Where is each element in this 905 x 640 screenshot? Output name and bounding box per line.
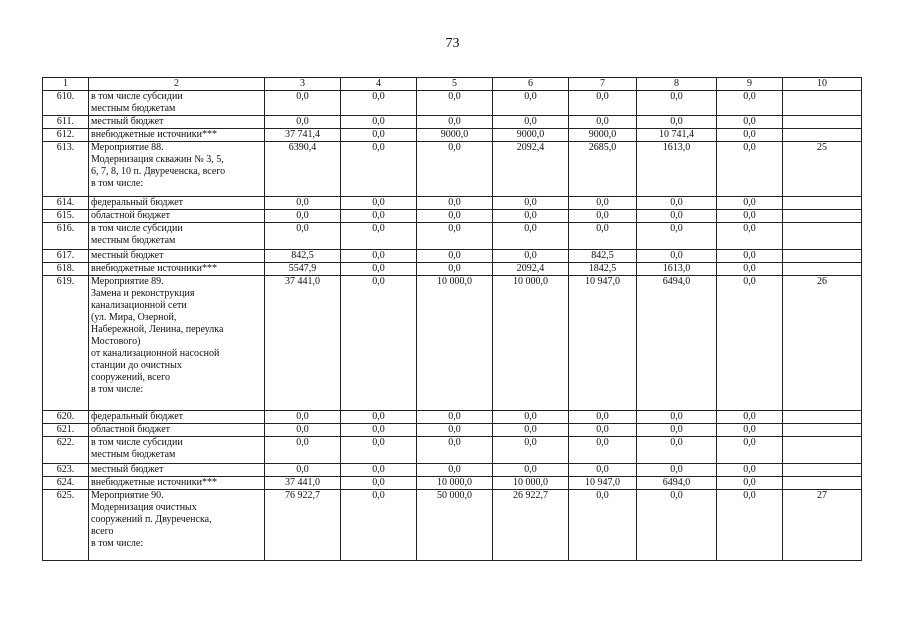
value-cell: 2685,0 [569, 142, 637, 197]
description-cell: Мероприятие 90. Модернизация очистных сооружений п. Двуреченска, всего в том числе: [89, 490, 265, 561]
value-cell: 0,0 [493, 411, 569, 424]
value-cell: 10 000,0 [417, 477, 493, 490]
value-cell [783, 129, 862, 142]
value-cell: 0,0 [417, 116, 493, 129]
value-cell: 0,0 [341, 142, 417, 197]
value-cell: 0,0 [417, 250, 493, 263]
table-row [43, 210, 862, 223]
value-cell: 10 947,0 [569, 276, 637, 411]
value-cell: 37 441,0 [265, 276, 341, 411]
value-cell: 37 741,4 [265, 129, 341, 142]
value-cell: 50 000,0 [417, 490, 493, 561]
value-cell: 0,0 [493, 424, 569, 437]
value-cell: 26 922,7 [493, 490, 569, 561]
value-cell: 10 000,0 [417, 276, 493, 411]
row-number-cell: 621. [43, 424, 89, 437]
value-cell: 0,0 [265, 197, 341, 210]
value-cell: 0,0 [569, 437, 637, 464]
value-cell: 0,0 [569, 464, 637, 477]
header-cell: 1 [43, 78, 89, 91]
header-cell: 3 [265, 78, 341, 91]
page-number: 73 [445, 36, 460, 51]
value-cell: 0,0 [341, 197, 417, 210]
table-row [43, 424, 862, 437]
value-cell: 0,0 [717, 210, 783, 223]
value-cell: 0,0 [717, 129, 783, 142]
value-cell: 10 000,0 [493, 477, 569, 490]
value-cell: 0,0 [569, 424, 637, 437]
value-cell: 842,5 [265, 250, 341, 263]
header-cell: 7 [569, 78, 637, 91]
value-cell: 0,0 [341, 263, 417, 276]
value-cell: 0,0 [637, 490, 717, 561]
value-cell [783, 411, 862, 424]
value-cell: 0,0 [265, 91, 341, 116]
row-number-cell: 622. [43, 437, 89, 464]
value-cell: 0,0 [569, 411, 637, 424]
header-cell: 9 [717, 78, 783, 91]
value-cell: 0,0 [717, 116, 783, 129]
value-cell: 6494,0 [637, 276, 717, 411]
value-cell: 0,0 [637, 91, 717, 116]
value-cell: 0,0 [717, 411, 783, 424]
row-number-cell: 614. [43, 197, 89, 210]
value-cell: 9000,0 [493, 129, 569, 142]
header-cell: 4 [341, 78, 417, 91]
value-cell: 9000,0 [569, 129, 637, 142]
value-cell: 0,0 [417, 437, 493, 464]
row-number-cell: 612. [43, 129, 89, 142]
value-cell: 5547,9 [265, 263, 341, 276]
table-row [43, 490, 862, 561]
header-cell: 6 [493, 78, 569, 91]
description-cell: внебюджетные источники*** [89, 263, 265, 276]
description-cell: Мероприятие 88. Модернизация скважин № 3, 5, 6, 7, 8, 10 п. Двуреченска, всего в том числе: [89, 142, 265, 197]
value-cell: 0,0 [341, 437, 417, 464]
description-cell: внебюджетные источники*** [89, 129, 265, 142]
value-cell: 0,0 [493, 437, 569, 464]
value-cell: 0,0 [493, 116, 569, 129]
value-cell: 0,0 [493, 91, 569, 116]
value-cell: 0,0 [637, 223, 717, 250]
table-row [43, 477, 862, 490]
value-cell: 0,0 [341, 477, 417, 490]
value-cell: 10 741,4 [637, 129, 717, 142]
header-cell: 8 [637, 78, 717, 91]
value-cell: 0,0 [417, 91, 493, 116]
value-cell: 0,0 [265, 116, 341, 129]
row-number-cell: 624. [43, 477, 89, 490]
row-number-cell: 619. [43, 276, 89, 411]
value-cell: 0,0 [341, 250, 417, 263]
table-row [43, 142, 862, 197]
value-cell: 0,0 [417, 223, 493, 250]
value-cell: 0,0 [265, 210, 341, 223]
value-cell [783, 210, 862, 223]
value-cell: 2092,4 [493, 142, 569, 197]
value-cell: 0,0 [717, 437, 783, 464]
value-cell: 0,0 [493, 464, 569, 477]
value-cell: 0,0 [493, 197, 569, 210]
value-cell: 842,5 [569, 250, 637, 263]
row-number-cell: 618. [43, 263, 89, 276]
value-cell: 37 441,0 [265, 477, 341, 490]
value-cell: 0,0 [717, 464, 783, 477]
value-cell: 0,0 [637, 210, 717, 223]
value-cell: 0,0 [341, 411, 417, 424]
description-cell: в том числе субсидии местным бюджетам [89, 91, 265, 116]
value-cell: 1613,0 [637, 263, 717, 276]
value-cell: 0,0 [637, 464, 717, 477]
value-cell: 0,0 [717, 250, 783, 263]
value-cell: 0,0 [717, 490, 783, 561]
description-cell: внебюджетные источники*** [89, 477, 265, 490]
value-cell [783, 116, 862, 129]
row-number-cell: 613. [43, 142, 89, 197]
value-cell: 0,0 [341, 210, 417, 223]
value-cell: 0,0 [569, 210, 637, 223]
value-cell: 0,0 [637, 424, 717, 437]
value-cell: 0,0 [265, 424, 341, 437]
table-row [43, 464, 862, 477]
value-cell: 0,0 [717, 263, 783, 276]
row-number-cell: 617. [43, 250, 89, 263]
value-cell: 0,0 [341, 129, 417, 142]
value-cell: 0,0 [569, 223, 637, 250]
value-cell: 0,0 [717, 91, 783, 116]
value-cell [783, 477, 862, 490]
value-cell [783, 197, 862, 210]
value-cell: 10 947,0 [569, 477, 637, 490]
header-row [43, 78, 862, 91]
description-cell: федеральный бюджет [89, 411, 265, 424]
value-cell: 1613,0 [637, 142, 717, 197]
row-number-cell: 610. [43, 91, 89, 116]
value-cell: 0,0 [637, 437, 717, 464]
table-row [43, 116, 862, 129]
value-cell [783, 223, 862, 250]
description-cell: местный бюджет [89, 116, 265, 129]
value-cell: 0,0 [637, 411, 717, 424]
value-cell: 9000,0 [417, 129, 493, 142]
description-cell: в том числе субсидии местным бюджетам [89, 437, 265, 464]
value-cell: 0,0 [717, 276, 783, 411]
value-cell [783, 437, 862, 464]
table-row [43, 250, 862, 263]
value-cell: 27 [783, 490, 862, 561]
value-cell: 0,0 [637, 116, 717, 129]
value-cell: 2092,4 [493, 263, 569, 276]
table-row [43, 197, 862, 210]
row-number-cell: 625. [43, 490, 89, 561]
value-cell: 0,0 [717, 223, 783, 250]
value-cell: 0,0 [417, 411, 493, 424]
value-cell [783, 424, 862, 437]
row-number-cell: 615. [43, 210, 89, 223]
value-cell: 76 922,7 [265, 490, 341, 561]
description-cell: в том числе субсидии местным бюджетам [89, 223, 265, 250]
budget-table [42, 77, 862, 561]
row-number-cell: 623. [43, 464, 89, 477]
value-cell: 0,0 [493, 223, 569, 250]
header-cell: 2 [89, 78, 265, 91]
value-cell: 0,0 [417, 142, 493, 197]
value-cell [783, 464, 862, 477]
value-cell: 0,0 [417, 197, 493, 210]
description-cell: местный бюджет [89, 250, 265, 263]
value-cell: 0,0 [265, 437, 341, 464]
value-cell: 0,0 [341, 464, 417, 477]
value-cell: 0,0 [341, 91, 417, 116]
value-cell: 0,0 [265, 411, 341, 424]
value-cell: 0,0 [417, 210, 493, 223]
value-cell: 0,0 [265, 464, 341, 477]
table-row [43, 263, 862, 276]
row-number-cell: 616. [43, 223, 89, 250]
table-row [43, 91, 862, 116]
value-cell: 26 [783, 276, 862, 411]
value-cell: 1842,5 [569, 263, 637, 276]
value-cell: 25 [783, 142, 862, 197]
header-cell: 5 [417, 78, 493, 91]
value-cell: 0,0 [637, 197, 717, 210]
value-cell: 0,0 [417, 263, 493, 276]
value-cell: 6494,0 [637, 477, 717, 490]
value-cell: 0,0 [569, 197, 637, 210]
value-cell: 0,0 [637, 250, 717, 263]
description-cell: федеральный бюджет [89, 197, 265, 210]
value-cell: 0,0 [717, 142, 783, 197]
value-cell [783, 91, 862, 116]
value-cell: 0,0 [341, 424, 417, 437]
row-number-cell: 620. [43, 411, 89, 424]
description-cell: областной бюджет [89, 424, 265, 437]
value-cell [783, 250, 862, 263]
table-row [43, 437, 862, 464]
table-row [43, 276, 862, 411]
description-cell: Мероприятие 89. Замена и реконструкция канализационной сети (ул. Мира, Озерной, Набережной, Ленина, переулка Мостового) от канализационной насосной станции до очистных сооружений, всего в том числе: [89, 276, 265, 411]
row-number-cell: 611. [43, 116, 89, 129]
description-cell: местный бюджет [89, 464, 265, 477]
value-cell: 0,0 [341, 490, 417, 561]
value-cell: 0,0 [341, 276, 417, 411]
value-cell: 0,0 [265, 223, 341, 250]
value-cell: 0,0 [717, 424, 783, 437]
value-cell: 0,0 [493, 250, 569, 263]
value-cell: 0,0 [569, 91, 637, 116]
value-cell: 10 000,0 [493, 276, 569, 411]
table-row [43, 411, 862, 424]
value-cell: 0,0 [341, 116, 417, 129]
table-row [43, 223, 862, 250]
header-cell: 10 [783, 78, 862, 91]
value-cell: 0,0 [493, 210, 569, 223]
value-cell: 0,0 [417, 424, 493, 437]
value-cell [783, 263, 862, 276]
table-row [43, 129, 862, 142]
value-cell: 0,0 [717, 477, 783, 490]
value-cell: 0,0 [341, 223, 417, 250]
value-cell: 0,0 [569, 116, 637, 129]
value-cell: 0,0 [569, 490, 637, 561]
description-cell: областной бюджет [89, 210, 265, 223]
value-cell: 0,0 [417, 464, 493, 477]
value-cell: 0,0 [717, 197, 783, 210]
value-cell: 6390,4 [265, 142, 341, 197]
